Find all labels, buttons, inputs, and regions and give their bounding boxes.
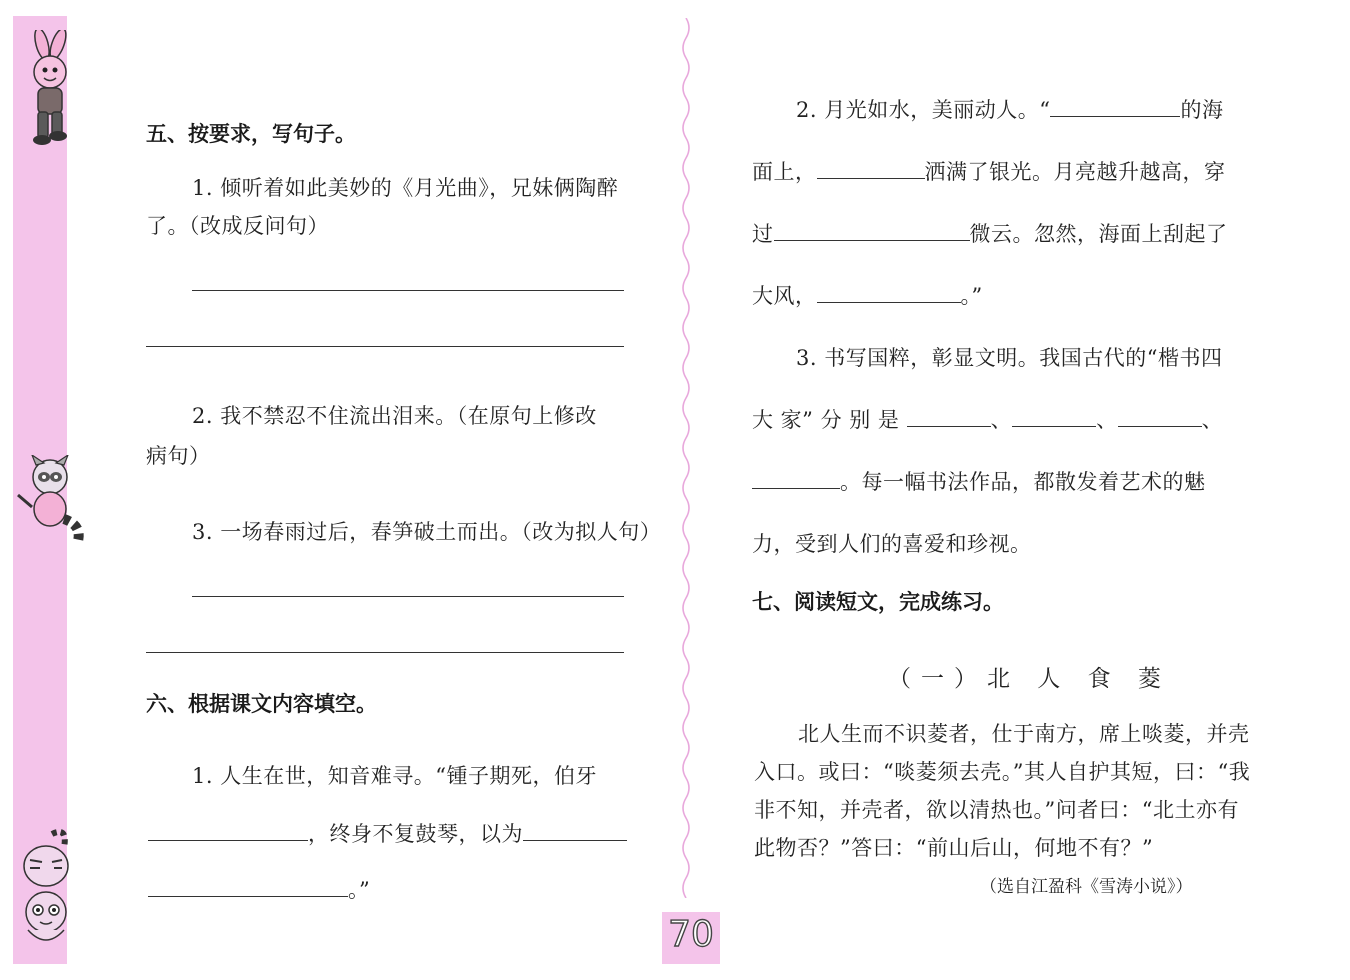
s6-q2-l2-text-a: 面上，: [752, 160, 817, 184]
s6-q3-blank-3[interactable]: [1118, 408, 1202, 427]
bunny-mascot-icon: [14, 30, 84, 150]
raccoon-mascot-icon: [12, 455, 86, 545]
s6-q2-l2-text-b: 洒满了银光。月亮越升越高，穿: [924, 160, 1226, 184]
s6-q3-line1: 3. 书写国粹，彰显文明。我国古代的“楷书四: [796, 346, 1223, 370]
s6-q2-l3-text-b: 微云。忽然，海面上刮起了: [969, 222, 1228, 246]
section-7-heading: 七、阅读短文，完成练习。: [752, 590, 1004, 614]
page-number: 70: [668, 914, 714, 955]
s6-q2-l3-text-a: 过: [752, 222, 774, 246]
s5-q1-answer-line-1[interactable]: [192, 290, 624, 291]
passage-title: （一）北 人 食 菱: [888, 666, 1171, 692]
s6-q2-l4-text-a: 大风，: [752, 284, 817, 308]
s6-q2-blank-2[interactable]: [817, 160, 925, 179]
s6-q3-sep-3: 、: [1201, 408, 1224, 432]
s6-q2-blank-1[interactable]: [1050, 98, 1180, 117]
s6-q3-line2: [752, 404, 1223, 434]
passage-source: （选自江盈科《雪涛小说》）: [980, 877, 1193, 897]
s6-q3-l2-text: 大 家” 分 别 是: [752, 408, 900, 432]
s6-q1-line3-text: 。”: [348, 878, 371, 902]
tiger-mascot-icon: [12, 826, 86, 954]
s6-q3-l3-text: 。每一幅书法作品，都散发着艺术的魅: [840, 470, 1206, 494]
s6-q2-blank-4[interactable]: [817, 284, 961, 303]
s6-q2-blank-3[interactable]: [774, 222, 970, 241]
s6-q1-blank-2[interactable]: [523, 822, 627, 841]
s6-q3-blank-2[interactable]: [1012, 408, 1096, 427]
page-divider: [680, 18, 692, 898]
s6-q1-line1: 1. 人生在世，知音难寻。“锺子期死，伯牙: [192, 764, 597, 788]
s6-q3-line4: 力，受到人们的喜爱和珍视。: [752, 532, 1032, 556]
s6-q1-line2-text: ，终身不复鼓琴，以为: [308, 822, 523, 846]
s5-q1-line2: 了。（改成反问句）: [146, 214, 329, 238]
s6-q3-blank-1[interactable]: [907, 408, 991, 427]
s5-q1-line1: 1. 倾听着如此美妙的《月光曲》，兄妹俩陶醉: [192, 176, 619, 200]
s5-q3-line1: 3. 一场春雨过后，春笋破土而出。（改为拟人句）: [192, 520, 662, 544]
s6-q3-sep-1: 、: [990, 408, 1013, 432]
s6-q3-sep-2: 、: [1096, 408, 1118, 432]
s6-q1-line3: [148, 874, 370, 904]
passage-line-2: 入口。或曰：“啖菱须去壳。”其人自护其短，曰：“我: [754, 760, 1251, 784]
s6-q2-l4-text-b: 。”: [960, 284, 983, 308]
s6-q2-line4: [752, 280, 983, 310]
s6-q3-line3: [752, 466, 1206, 496]
s6-q2-l1-text-a: 2. 月光如水，美丽动人。“: [796, 98, 1051, 122]
s5-q1-answer-line-2[interactable]: [146, 346, 624, 347]
section-6-heading: 六、根据课文内容填空。: [146, 692, 377, 716]
s6-q2-line3: [752, 218, 1228, 248]
s6-q2-line1: [796, 94, 1223, 124]
s6-q1-blank-3[interactable]: [148, 878, 348, 897]
passage-line-3: 非不知，并壳者，欲以清热也。”问者曰：“北土亦有: [754, 798, 1239, 822]
s5-q3-answer-line-1[interactable]: [192, 596, 624, 597]
s6-q2-l1-text-b: 的海: [1180, 98, 1224, 122]
s5-q2-line2: 病句）: [146, 444, 211, 468]
passage-line-1: 北人生而不识菱者，仕于南方，席上啖菱，并壳: [798, 722, 1250, 746]
s6-q1-blank-1[interactable]: [148, 822, 308, 841]
s5-q3-answer-line-2[interactable]: [146, 652, 624, 653]
s6-q1-line2: [148, 818, 627, 848]
s6-q3-blank-4[interactable]: [752, 470, 840, 489]
passage-line-4: 此物否？”答曰：“前山后山，何地不有？”: [754, 836, 1154, 860]
s5-q2-line1: 2. 我不禁忍不住流出泪来。（在原句上修改: [192, 404, 597, 428]
section-5-heading: 五、按要求，写句子。: [146, 122, 356, 146]
s6-q2-line2: [752, 156, 1226, 186]
